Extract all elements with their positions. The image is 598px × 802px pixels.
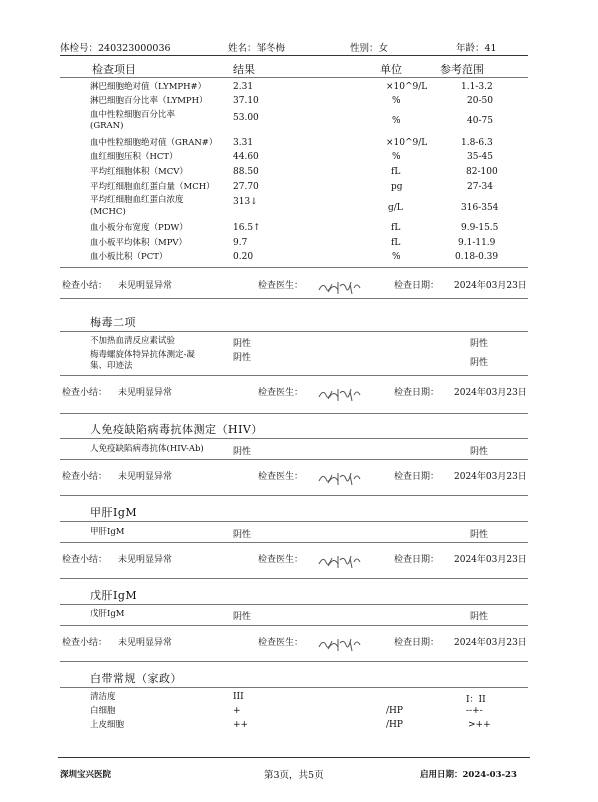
item-name: 甲肝IgM	[90, 527, 125, 537]
item-value: 阴性	[233, 339, 252, 349]
item-unit: fL	[391, 223, 401, 233]
item-ref: 82-100	[466, 167, 498, 177]
page-number: 第3页，共5页	[264, 770, 324, 781]
item-name: 血中性粒细胞百分比率	[90, 110, 176, 120]
item-name: 血小板比积（PCT）	[90, 252, 168, 262]
doctor-signature	[316, 633, 364, 655]
divider	[60, 267, 528, 268]
summary-label: 检查小结：	[62, 555, 108, 565]
divider	[60, 413, 528, 414]
table-row	[0, 336, 598, 350]
doctor-label: 检查医生：	[258, 555, 304, 565]
item-name-line2: 集、印迹法	[90, 361, 133, 371]
footer-divider	[58, 757, 530, 758]
divider	[60, 578, 528, 579]
exam-date: 2024年03月23日	[454, 281, 527, 291]
divider	[60, 542, 528, 543]
exam-date: 2024年03月23日	[454, 472, 527, 482]
item-ref: --+-	[466, 706, 483, 716]
item-ref: 20-50	[467, 96, 493, 106]
summary-label: 检查小结：	[62, 472, 108, 482]
divider	[60, 521, 528, 522]
item-value: 88.50	[233, 167, 259, 177]
item-value: ++	[233, 720, 249, 730]
table-row	[0, 152, 598, 166]
col-header-ref: 参考范围	[440, 63, 484, 76]
item-name: 不加热血清反应素试验	[90, 336, 176, 346]
item-name: 淋巴细胞绝对值（LYMPH#）	[90, 82, 207, 92]
item-ref: I：II	[466, 695, 486, 705]
table-row	[0, 195, 598, 219]
item-name: 人免疫缺陷病毒抗体(HIV-Ab)	[90, 444, 204, 454]
section-title-syphilis: 梅毒二项	[90, 316, 136, 329]
item-ref: 0.18-0.39	[455, 252, 499, 262]
summary-label: 检查小结：	[62, 281, 108, 291]
item-name: 血中性粒细胞绝对值（GRAN#）	[90, 138, 218, 148]
item-unit: fL	[391, 238, 401, 248]
doctor-label: 检查医生：	[258, 388, 304, 398]
print-date: 启用日期：2024-03-23	[420, 770, 517, 780]
section-title-hev: 戊肝IgM	[90, 589, 138, 602]
date-label: 检查日期：	[394, 638, 440, 648]
item-ref: 9.1-11.9	[458, 238, 496, 248]
item-name: 戊肝IgM	[90, 609, 125, 619]
item-name-line2: (GRAN)	[90, 121, 124, 131]
item-ref: 35-45	[467, 152, 493, 162]
table-row	[0, 110, 598, 134]
divider	[60, 604, 528, 605]
col-header-item: 检查项目	[92, 63, 136, 76]
item-value: 27.70	[233, 182, 259, 192]
item-name: 白细胞	[90, 706, 116, 716]
exam-date: 2024年03月23日	[454, 638, 527, 648]
divider	[60, 331, 528, 332]
item-ref: 阴性	[470, 358, 489, 368]
item-value: 3.31	[233, 138, 254, 148]
item-value: 阴性	[233, 612, 252, 622]
divider	[60, 375, 528, 376]
table-row	[0, 223, 598, 237]
item-name: 淋巴细胞百分比率（LYMPH）	[90, 96, 208, 106]
item-value: 0.20	[233, 252, 254, 262]
exam-date: 2024年03月23日	[454, 388, 527, 398]
table-row	[0, 692, 598, 706]
table-row	[0, 96, 598, 110]
item-name: 血红细胞压积（HCT）	[90, 152, 178, 162]
item-ref: 40-75	[467, 116, 493, 126]
item-ref: 阴性	[470, 447, 489, 457]
item-name: 平均红细胞血红蛋白量（MCH）	[90, 182, 215, 192]
item-ref: 9.9-15.5	[461, 223, 499, 233]
item-value: 313↓	[233, 197, 258, 207]
summary-conclusion: 未见明显异常	[118, 638, 173, 648]
item-ref: 阴性	[470, 530, 489, 540]
item-name-line2: (MCHC)	[90, 207, 126, 217]
hospital-name: 深圳宝兴医院	[60, 770, 112, 780]
divider	[60, 495, 528, 496]
doctor-signature	[316, 276, 364, 298]
item-value: 阴性	[233, 530, 252, 540]
item-unit: fL	[391, 167, 401, 177]
item-unit: %	[392, 152, 401, 162]
item-unit: /HP	[386, 706, 403, 716]
section-title-leucorrhea: 白带常规（家政）	[90, 672, 182, 685]
item-value: 37.10	[233, 96, 259, 106]
col-header-unit: 单位	[380, 63, 402, 76]
date-label: 检查日期：	[394, 555, 440, 565]
exam-number: 体检号：240323000036	[60, 43, 171, 54]
item-unit: ×10^9/L	[386, 82, 428, 92]
table-row	[0, 444, 598, 458]
item-value: 9.7	[233, 238, 248, 248]
item-ref: 阴性	[470, 612, 489, 622]
doctor-label: 检查医生：	[258, 472, 304, 482]
item-name: 血小板分布宽度（PDW）	[90, 223, 188, 233]
exam-date: 2024年03月23日	[454, 555, 527, 565]
item-ref: >++	[468, 720, 491, 730]
divider	[60, 625, 528, 626]
doctor-signature	[316, 467, 364, 489]
table-row	[0, 609, 598, 623]
item-name: 血小板平均体积（MPV）	[90, 238, 188, 248]
col-header-result: 结果	[233, 63, 255, 76]
table-row	[0, 252, 598, 266]
item-name: 平均红细胞体积（MCV）	[90, 167, 188, 177]
patient-gender: 性别：女	[350, 43, 389, 54]
item-ref: 1.8-6.3	[461, 138, 493, 148]
summary-conclusion: 未见明显异常	[118, 281, 173, 291]
section-title-hav: 甲肝IgM	[90, 506, 138, 519]
item-value: 2.31	[233, 82, 254, 92]
item-unit: %	[392, 116, 401, 126]
item-unit: /HP	[386, 720, 403, 730]
item-unit: %	[392, 252, 401, 262]
item-value: 16.5↑	[233, 223, 261, 233]
doctor-signature	[316, 383, 364, 405]
item-unit: pg	[391, 182, 403, 192]
divider	[60, 55, 528, 56]
item-unit: %	[392, 96, 401, 106]
date-label: 检查日期：	[394, 281, 440, 291]
table-row	[0, 82, 598, 96]
item-unit: g/L	[388, 203, 403, 213]
item-ref: 阴性	[470, 339, 489, 349]
item-value: 44.60	[233, 152, 259, 162]
summary-label: 检查小结：	[62, 638, 108, 648]
item-name: 平均红细胞血红蛋白浓度	[90, 195, 184, 205]
table-row	[0, 527, 598, 541]
doctor-label: 检查医生：	[258, 638, 304, 648]
item-ref: 27-34	[467, 182, 493, 192]
summary-label: 检查小结：	[62, 388, 108, 398]
section-title-hiv: 人免疫缺陷病毒抗体测定（HIV）	[90, 423, 263, 436]
item-name: 清洁度	[90, 692, 116, 702]
doctor-signature	[316, 550, 364, 572]
divider	[60, 459, 528, 460]
patient-name: 姓名：邹冬梅	[228, 43, 286, 54]
summary-conclusion: 未见明显异常	[118, 388, 173, 398]
item-name: 梅毒螺旋体特异抗体测定-凝	[90, 350, 195, 360]
item-value: 53.00	[233, 113, 259, 123]
table-row	[0, 706, 598, 720]
divider	[60, 77, 528, 78]
item-unit: ×10^9/L	[386, 138, 428, 148]
table-row	[0, 167, 598, 181]
divider	[60, 438, 528, 439]
item-name: 上皮细胞	[90, 720, 125, 730]
date-label: 检查日期：	[394, 388, 440, 398]
table-row	[0, 182, 598, 196]
item-ref: 316-354	[461, 203, 499, 213]
divider	[60, 298, 528, 299]
table-row	[0, 720, 598, 734]
item-ref: 1.1-3.2	[461, 82, 493, 92]
patient-age: 年龄：41	[456, 43, 497, 54]
item-value: III	[233, 692, 244, 702]
summary-conclusion: 未见明显异常	[118, 555, 173, 565]
table-row	[0, 138, 598, 152]
item-value: 阴性	[233, 353, 252, 363]
item-value: +	[233, 706, 241, 716]
date-label: 检查日期：	[394, 472, 440, 482]
table-row	[0, 238, 598, 252]
item-value: 阴性	[233, 447, 252, 457]
table-row	[0, 350, 598, 374]
doctor-label: 检查医生：	[258, 281, 304, 291]
summary-conclusion: 未见明显异常	[118, 472, 173, 482]
divider	[60, 661, 528, 662]
divider	[60, 687, 528, 688]
